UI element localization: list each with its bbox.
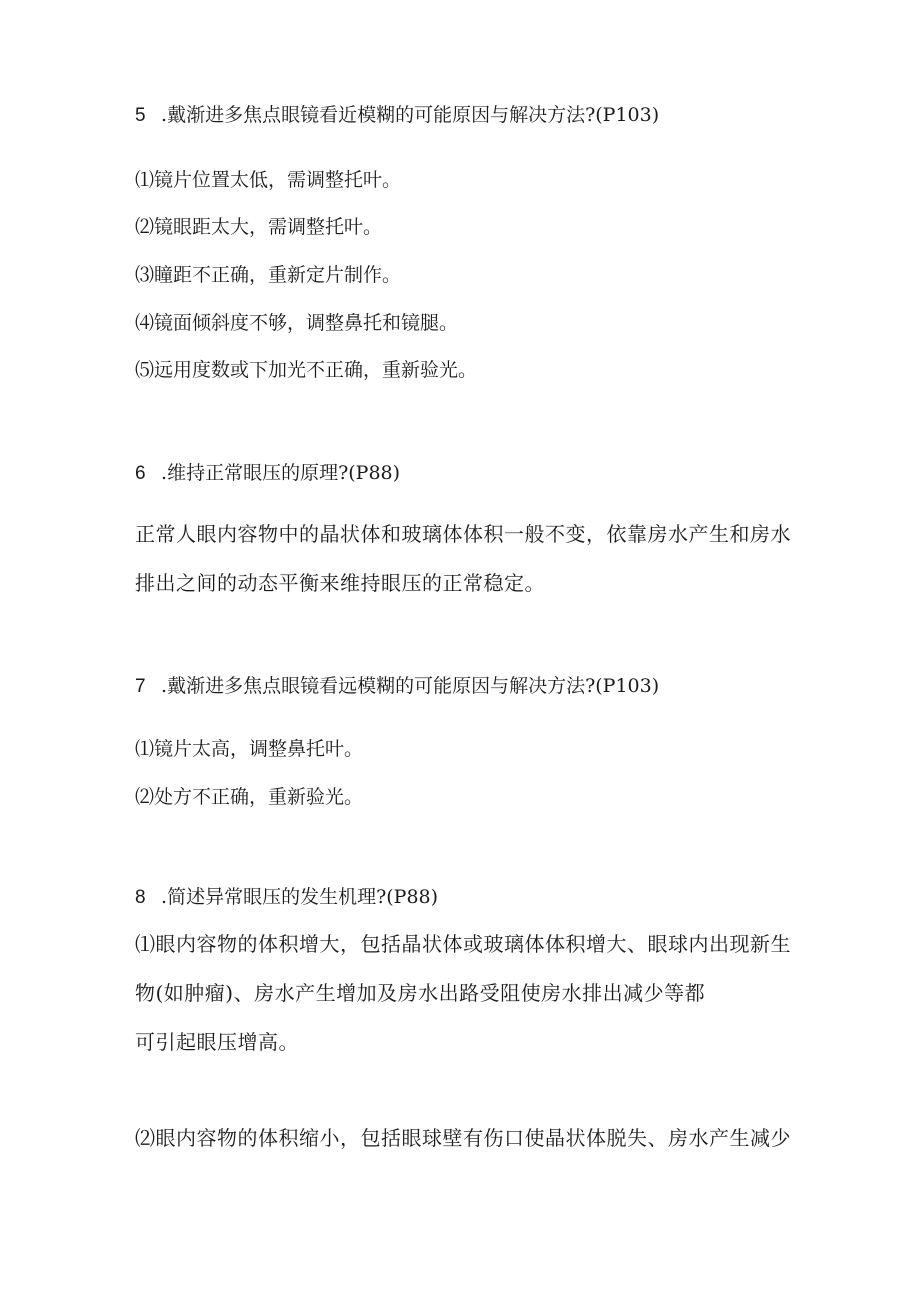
question-number: 8 [135, 887, 146, 908]
answer-item: ⑴镜片位置太低，需调整托叶。 [135, 169, 402, 191]
question-number: 7 [135, 676, 146, 697]
question-8-heading [135, 885, 438, 910]
question-title: .维持正常眼压的原理?(P88) [161, 462, 401, 484]
question-title: .戴渐进多焦点眼镜看近模糊的可能原因与解决方法?(P103) [161, 104, 660, 126]
answer-paragraph-line: 物(如肿瘤)、房水产生增加及房水出路受阻使房水排出减少等都 [135, 981, 706, 1005]
answer-item: ⑵镜眼距太大，需调整托叶。 [135, 216, 383, 238]
answer-item: ⑷镜面倾斜度不够，调整鼻托和镜腿。 [135, 312, 459, 334]
question-7-heading [135, 674, 659, 699]
question-title: .简述异常眼压的发生机理?(P88) [161, 886, 439, 908]
answer-paragraph-line: ⑴眼内容物的体积增大，包括晶状体或玻璃体体积增大、眼球内出现新生 [135, 932, 791, 956]
question-title: .戴渐进多焦点眼镜看远模糊的可能原因与解决方法?(P103) [161, 675, 660, 697]
answer-item: ⑴镜片太高，调整鼻托叶。 [135, 738, 364, 760]
question-number: 6 [135, 463, 146, 484]
question-5-heading [135, 103, 659, 128]
question-number: 5 [135, 105, 146, 126]
answer-item: ⑶瞳距不正确，重新定片制作。 [135, 264, 402, 286]
answer-item: ⑵处方不正确，重新验光。 [135, 786, 364, 808]
question-6-heading [135, 461, 400, 486]
answer-item: ⑸远用度数或下加光不正确，重新验光。 [135, 359, 478, 381]
answer-paragraph-line: 排出之间的动态平衡来维持眼压的正常稳定。 [135, 571, 545, 595]
answer-paragraph-line: 可引起眼压增高。 [135, 1030, 299, 1054]
answer-paragraph-line: ⑵眼内容物的体积缩小，包括眼球壁有伤口使晶状体脱失、房水产生减少 [135, 1126, 791, 1150]
answer-paragraph-line: 正常人眼内容物中的晶状体和玻璃体体积一般不变，依靠房水产生和房水 [135, 522, 791, 546]
